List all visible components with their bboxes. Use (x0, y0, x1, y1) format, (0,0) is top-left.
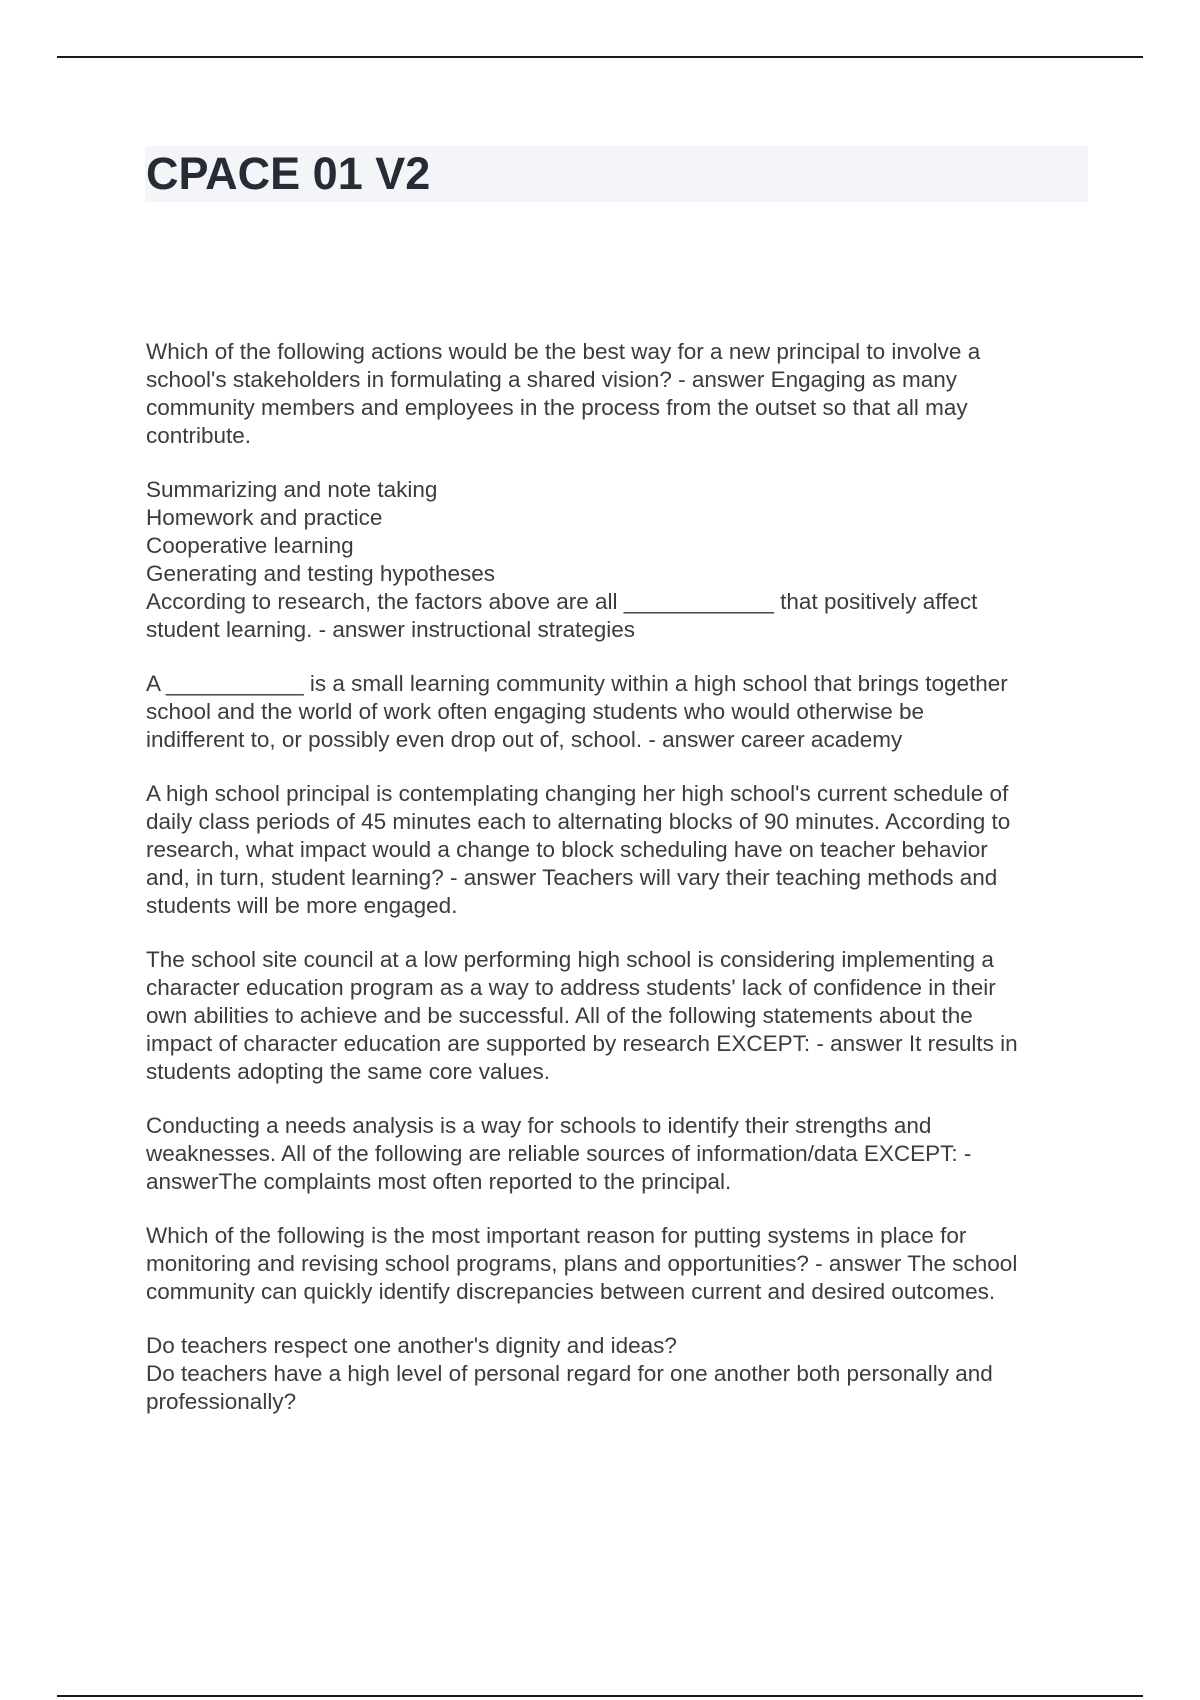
qa-block (146, 338, 1096, 450)
text-line: community can quickly identify discrepancies between current and desired outcomes. (146, 1279, 996, 1304)
qa-block (146, 670, 1096, 754)
text-line: and, in turn, student learning? - answer Teachers will vary their teaching methods and (146, 865, 998, 890)
text-line: Do teachers respect one another's dignity and ideas? (146, 1333, 677, 1358)
text-line: answerThe complaints most often reported to the principal. (146, 1169, 732, 1194)
text-line: community members and employees in the process from the outset so that all may (146, 395, 968, 420)
text-line: professionally? (146, 1389, 297, 1414)
text-line: Conducting a needs analysis is a way for schools to identify their strengths and (146, 1113, 932, 1138)
text-line: Which of the following actions would be the best way for a new principal to involve a (146, 339, 981, 364)
text-line: Summarizing and note taking (146, 477, 438, 502)
qa-block (146, 1222, 1096, 1306)
text-line: Do teachers have a high level of personal regard for one another both personally and (146, 1361, 993, 1386)
text-line: own abilities to achieve and be successful. All of the following statements about the (146, 1003, 973, 1028)
text-line: The school site council at a low performing high school is considering implementing a (146, 947, 994, 972)
text-line: weaknesses. All of the following are reliable sources of information/data EXCEPT: - (146, 1141, 972, 1166)
text-line: students will be more engaged. (146, 893, 458, 918)
text-line: Which of the following is the most important reason for putting systems in place for (146, 1223, 967, 1248)
text-line: school and the world of work often engaging students who would otherwise be (146, 699, 924, 724)
text-line: A high school principal is contemplating changing her high school's current schedule of (146, 781, 1009, 806)
text-line: Generating and testing hypotheses (146, 561, 495, 586)
text-line: indifferent to, or possibly even drop out of, school. - answer career academy (146, 727, 903, 752)
bottom-rule (57, 1695, 1143, 1697)
document-body (146, 338, 1096, 1442)
text-line: According to research, the factors above are all ____________ that positively affect (146, 589, 978, 614)
document-title: CPACE 01 V2 (146, 148, 431, 199)
text-line: daily class periods of 45 minutes each to alternating blocks of 90 minutes. According to (146, 809, 1011, 834)
text-line: students adopting the same core values. (146, 1059, 551, 1084)
top-rule (57, 56, 1143, 58)
text-line: school's stakeholders in formulating a shared vision? - answer Engaging as many (146, 367, 957, 392)
text-line: Cooperative learning (146, 533, 354, 558)
qa-block (146, 946, 1096, 1086)
text-line: monitoring and revising school programs, plans and opportunities? - answer The school (146, 1251, 1018, 1276)
text-line: A ___________ is a small learning community within a high school that brings together (146, 671, 1008, 696)
text-line: character education program as a way to address students' lack of confidence in their (146, 975, 996, 1000)
text-line: contribute. (146, 423, 252, 448)
qa-block (146, 1112, 1096, 1196)
text-line: Homework and practice (146, 505, 383, 530)
text-line: impact of character education are supported by research EXCEPT: - answer It results in (146, 1031, 1018, 1056)
qa-block (146, 476, 1096, 644)
qa-block (146, 1332, 1096, 1416)
qa-block (146, 780, 1096, 920)
text-line: research, what impact would a change to block scheduling have on teacher behavior (146, 837, 988, 862)
text-line: student learning. - answer instructional strategies (146, 617, 636, 642)
